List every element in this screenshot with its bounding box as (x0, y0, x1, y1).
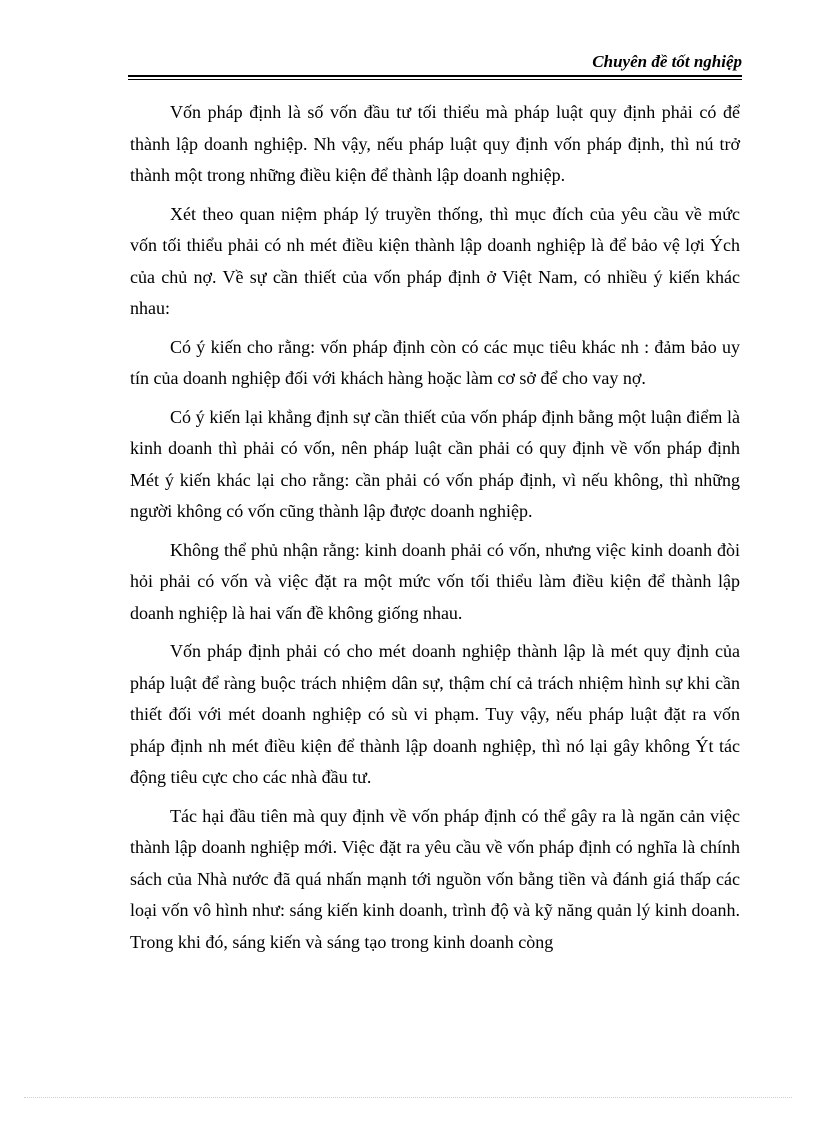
paragraph: Có ý kiến lại khẳng định sự cần thiết của vốn pháp định bằng một luận điểm là kinh doanh thì phải có vốn, nên pháp luật cần phải có quy định về vốn pháp định Mét ý kiến khác lại cho rằng: cần phải có vốn pháp định, vì nếu không, thì những người không có vốn cũng thành lập được doanh nghiệp. (130, 406, 740, 521)
paragraph: Có ý kiến cho rằng: vốn pháp định còn có các mục tiêu khác nh : đảm bảo uy tín của doanh nghiệp đối với khách hàng hoặc làm cơ sở để cho vay nợ. (130, 336, 740, 388)
footer-dotted-line (24, 1097, 792, 1098)
paragraph: Xét theo quan niệm pháp lý truyền thống, thì mục đích của yêu cầu về mức vốn tối thiểu phải có nh mét điều kiện thành lập doanh nghiệp là để bảo vệ lợi Ých của chủ nợ. Về sự cần thiết của vốn pháp định ở Việt Nam, có nhiều ý kiến khác nhau: (130, 203, 740, 318)
paragraph: Không thể phủ nhận rằng: kinh doanh phải có vốn, nhưng việc kinh doanh đòi hỏi phải có vốn và việc đặt ra một mức vốn tối thiểu làm điều kiện để thành lập doanh nghiệp là hai vấn đề không giống nhau. (130, 539, 740, 623)
paragraph: Tác hại đầu tiên mà quy định về vốn pháp định có thể gây ra là ngăn cản việc thành lập doanh nghiệp mới. Việc đặt ra yêu cầu về vốn pháp định có nghĩa là chính sách của Nhà nước đã quá nhấn mạnh tới nguồn vốn bằng tiền và đánh giá thấp các loại vốn vô hình như: sáng kiến kinh doanh, trình độ và kỹ năng quản lý kinh doanh. Trong khi đó, sáng kiến và sáng tạo trong kinh doanh còng (130, 805, 740, 952)
paragraph: Vốn pháp định là số vốn đầu tư tối thiểu mà pháp luật quy định phải có để thành lập doanh nghiệp. Nh vậy, nếu pháp luật quy định vốn pháp định, thì nú trở thành một trong những điều kiện để thành lập doanh nghiệp. (130, 102, 740, 185)
header-rule-thick (128, 75, 742, 77)
header-rule-thin (128, 79, 742, 80)
paragraph: Vốn pháp định phải có cho mét doanh nghiệp thành lập là mét quy định của pháp luật để ràng buộc trách nhiệm dân sự, thậm chí cả trách nhiệm hình sự khi cần thiết đối với mét doanh nghiệp có sù vi phạm. Tuy vậy, nếu pháp luật đặt ra vốn pháp định nh mét điều kiện để thành lập doanh nghiệp, thì nó lại gây không Ýt tác động tiêu cực cho các nhà đầu tư. (130, 641, 740, 787)
document-body (130, 97, 740, 965)
header-title: Chuyên đề tốt nghiệp (592, 52, 742, 71)
